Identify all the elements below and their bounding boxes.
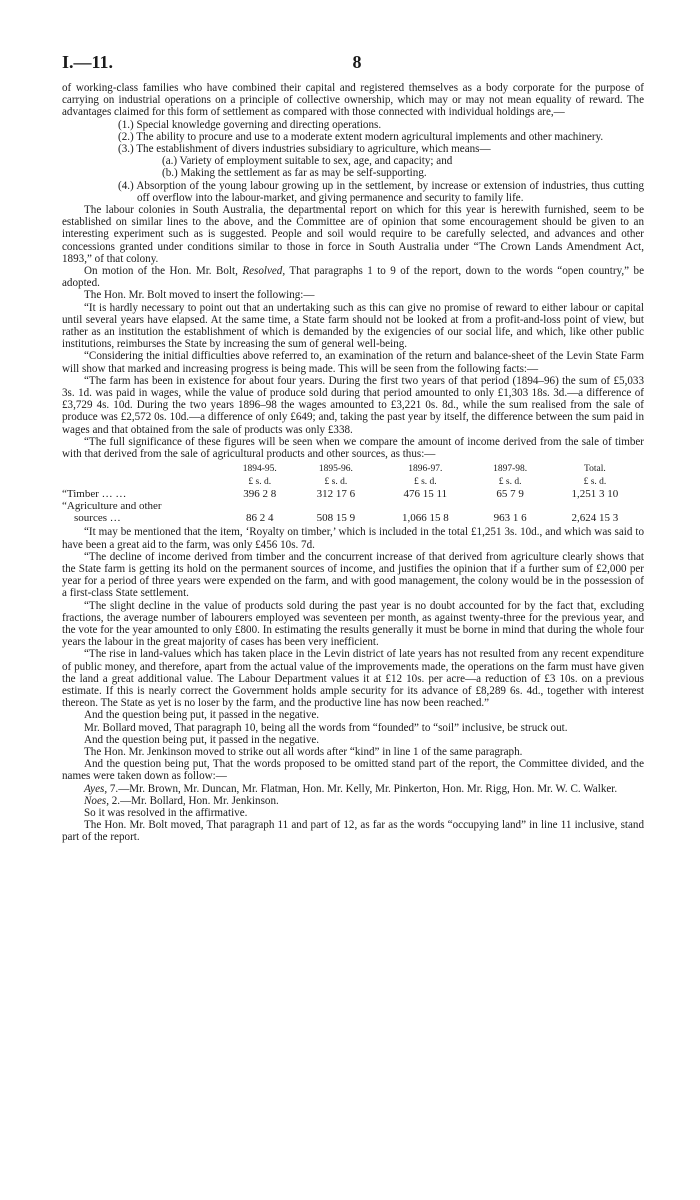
text-span: 2.—Mr. Bollard, Hon. Mr. Jenkinson. — [108, 794, 279, 807]
list-item: (2.) The ability to procure and use to a moderate extent modern agricultural implements and other machinery. — [118, 130, 604, 143]
paragraph: “The full significance of these figures will be seen when we compare the amount of income derived from the sale of timber with that derived from the sale of agricultural products and other sources, as thus:— — [62, 435, 644, 461]
paragraph: “The slight decline in the value of products sold during the past year is no doubt accounted for by the fact that, excluding fractions, the average number of labourers employed was seventeen per month, as against twenty-three for the previous year, and the vote for the year amounted to only £800. In estimating the results generally it must be borne in mind that during the whole four years the labour in the great majority of cases has been very inefficient. — [62, 599, 644, 649]
table-cell: 2,624 15 3 — [571, 512, 619, 525]
unit-header: £ s. d. — [324, 476, 348, 487]
table-cell: 476 15 11 — [403, 487, 448, 500]
paragraph — [62, 783, 644, 795]
table-corner — [62, 476, 224, 488]
table-cell — [224, 500, 295, 512]
list-item: (3.) The establishment of divers industries subsidiary to agriculture, which means— — [118, 143, 491, 156]
paragraph: And the question being put, That the words proposed to be omitted stand part of the report, the Committee divided, and the names were taken down as follow:— — [62, 758, 644, 783]
table-cell: 508 15 9 — [316, 512, 356, 525]
unit-header: £ s. d. — [413, 476, 437, 487]
paragraph: So it was resolved in the affirmative. — [84, 806, 248, 819]
table-row — [62, 488, 644, 500]
paragraph: “The rise in land-values which has taken place in the Levin district of late years has not resulted from any recent expenditure of public money, and therefore, apart from the actual value of the improvements made, the operations on the farm must have given the land a great additional value. The Labour Department values it at £12 10s. per acre—a reduction of £3 10s. on a previous estimate. If this is nearly correct the Government holds ample security for its advance of £8,289 6s. 4d., together with interest thereon. The State as yet is no loser by the farm, and the productive line has now been reached.” — [62, 648, 644, 710]
table-cell — [376, 500, 474, 512]
table-corner — [62, 463, 224, 475]
paragraph: And the question being put, it passed in the negative. — [84, 733, 320, 746]
income-table — [62, 463, 644, 524]
paragraph: The Hon. Mr. Bolt moved to insert the following:— — [84, 289, 315, 302]
paragraph — [62, 795, 644, 807]
table-cell: 86 2 4 — [245, 512, 274, 525]
document-reference: I.—11. — [62, 52, 114, 72]
noes-label: Noes, — [84, 794, 109, 807]
sub-list-item: (a.) Variety of employment suitable to sex, age, and capacity; and — [162, 155, 453, 168]
paragraph — [62, 265, 644, 289]
table-cell — [474, 500, 545, 512]
page-number: 8 — [352, 52, 362, 72]
table-cell: 396 2 8 — [243, 487, 277, 500]
table-cell: 1,066 15 8 — [401, 512, 449, 525]
table-cell: 65 7 9 — [496, 487, 524, 500]
paragraph: The Hon. Mr. Jenkinson moved to strike out all words after “kind” in line 1 of the same paragraph. — [84, 745, 523, 758]
table-row — [62, 512, 644, 524]
sub-list-item: (b.) Making the settlement as far as may be self-supporting. — [162, 167, 427, 180]
unit-header: £ s. d. — [583, 476, 607, 487]
paragraph: The Hon. Mr. Bolt moved, That paragraph 11 and part of 12, as far as the words “occupying land” in line 11 inclusive, stand part of the report. — [62, 819, 644, 844]
row-label: “Agriculture and other — [62, 499, 162, 512]
ayes-label: Ayes, — [84, 782, 108, 795]
paragraph: “Considering the initial difficulties above referred to, an examination of the return and balance-sheet of the Levin State Farm will show that marked and increasing progress is being made. This will be seen from the following facts:— — [62, 350, 644, 375]
paragraph: And the question being put, it passed in the negative. — [84, 709, 320, 722]
paragraph: of working-class families who have combined their capital and registered themselves as a body corporate for the purpose of carrying on industrial operations on a principle of collective ownership, which may or may not mean equality of reward. The advantages claimed for this form of settlement as compared with those connected with individual holdings are,— — [62, 82, 644, 119]
paragraph: “The decline of income derived from timber and the concurrent increase of that derived from agriculture clearly shows that the State farm is getting its hold on the permanent sources of income, and justifies the opinion that if a further sum of £2,000 per year for a period of three years were expended on the farm, and with good management, the colony would be in the possession of a first-class State settlement. — [62, 550, 644, 600]
year-header: 1894-95. — [242, 464, 277, 475]
text-span: 7.—Mr. Brown, Mr. Duncan, Mr. Flatman, Hon. Mr. Kelly, Mr. Pinkerton, Hon. Mr. Rigg, Hon. Mr. W. C. Walker. — [107, 782, 618, 795]
table-cell: 1,251 3 10 — [571, 487, 619, 500]
unit-header: £ s. d. — [498, 476, 522, 487]
paragraph: “It is hardly necessary to point out that an undertaking such as this can give no promise of reward to either labour or capital until several years have elapsed. At the same time, a State farm should not be looked at from a profit-and-loss point of view, but rather as an institution the establishment of which is demanded by the exigencies of our social life, and which, like other public institutions, reimburses the State by increasing the sum of general well-being. — [62, 301, 644, 351]
year-header: 1896-97. — [408, 464, 443, 475]
resolved-word: Resolved, — [242, 265, 286, 278]
year-header: Total. — [584, 464, 606, 475]
table-cell: 963 1 6 — [493, 512, 527, 525]
text-span: On motion of the Hon. Mr. Bolt, — [84, 265, 243, 278]
paragraph: “The farm has been in existence for about four years. During the first two years of that period (1894–96) the sum of £5,033 3s. 1d. was paid in wages, while the value of produce sold during that period amounted to only £1,303 18s. 3d.—a difference of £3,729 4s. 10d. During the two years 1896–98 the wages amounted to £3,221 0s. 8d., while the sum realised from the sale of produce was £2,572 0s. 10d.—a difference of only £649; and, taking the past year by itself, the difference between the sum paid in wages and that obtained from the sale of products was only £338. — [62, 374, 644, 436]
table-units-row — [62, 476, 644, 488]
table-header-row — [62, 463, 644, 475]
page-body — [62, 82, 644, 844]
paragraph: “It may be mentioned that the item, ‘Royalty on timber,’ which is included in the total £1,251 3s. 10d., and which was said to have been a great aid to the farm, was only £456 10s. 7d. — [62, 526, 644, 551]
paragraph: The labour colonies in South Australia, the departmental report on which for this year is herewith furnished, seem to be established on similar lines to the above, and the Committee are of opinion that some encouragement should be given to an interesting experiment such as is suggested. People and soil would require to be carefully selected, and advances and other concessions granted under conditions similar to those in force in South Australia under “The Crown Lands Amendment Act, 1893,” of that colony. — [62, 204, 644, 265]
table-cell: 312 17 6 — [316, 487, 356, 500]
page-header — [62, 52, 652, 76]
row-label: sources … — [74, 512, 121, 525]
table-cell — [546, 500, 644, 512]
unit-header: £ s. d. — [248, 476, 272, 487]
table-cell — [295, 500, 376, 512]
table-row — [62, 500, 644, 512]
paragraph: Mr. Bollard moved, That paragraph 10, being all the words from “founded” to “soil” inclusive, be struck out. — [84, 721, 568, 734]
year-header: 1895-96. — [318, 464, 353, 475]
list-item: (4.) Absorption of the young labour growing up in the settlement, by increase or extension of industries, thus cutting off overflow into the labour-market, and giving permanence and security to family life. — [118, 179, 644, 204]
year-header: 1897-98. — [493, 464, 528, 475]
list-item: (1.) Special knowledge governing and directing operations. — [118, 118, 382, 131]
row-label: “Timber … … — [62, 487, 127, 500]
text-span: That paragraphs 1 to 9 of the report, down to the words “open country,” be adopted. — [62, 265, 644, 290]
